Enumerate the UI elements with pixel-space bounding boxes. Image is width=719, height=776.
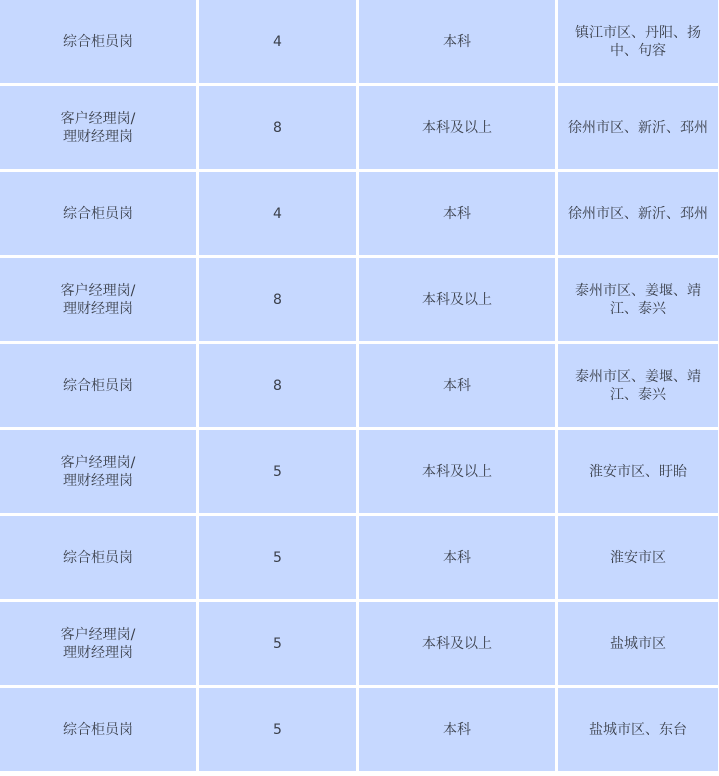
education-cell: 本科 xyxy=(359,0,555,83)
education-cell: 本科 xyxy=(359,688,555,771)
count-cell: 5 xyxy=(199,602,356,685)
education-cell: 本科 xyxy=(359,344,555,427)
area-cell: 盐城市区、东台 xyxy=(558,688,718,771)
count-cell: 8 xyxy=(199,86,356,169)
area-cell: 盐城市区 xyxy=(558,602,718,685)
education-cell: 本科及以上 xyxy=(359,602,555,685)
table-row xyxy=(0,688,719,771)
table-row xyxy=(0,86,719,169)
table-row xyxy=(0,344,719,427)
education-cell: 本科 xyxy=(359,516,555,599)
post-cell: 客户经理岗/ 理财经理岗 xyxy=(0,258,196,341)
post-cell: 综合柜员岗 xyxy=(0,344,196,427)
count-cell: 5 xyxy=(199,688,356,771)
education-cell: 本科及以上 xyxy=(359,258,555,341)
table-row xyxy=(0,516,719,599)
count-cell: 8 xyxy=(199,258,356,341)
table-row xyxy=(0,258,719,341)
area-cell: 淮安市区 xyxy=(558,516,718,599)
area-cell: 泰州市区、姜堰、靖江、泰兴 xyxy=(558,344,718,427)
count-cell: 4 xyxy=(199,0,356,83)
count-cell: 5 xyxy=(199,430,356,513)
post-cell: 综合柜员岗 xyxy=(0,172,196,255)
post-cell: 客户经理岗/ 理财经理岗 xyxy=(0,86,196,169)
area-cell: 镇江市区、丹阳、扬中、句容 xyxy=(558,0,718,83)
education-cell: 本科 xyxy=(359,172,555,255)
post-cell: 综合柜员岗 xyxy=(0,516,196,599)
table-row xyxy=(0,0,719,83)
table-row xyxy=(0,430,719,513)
table-row xyxy=(0,172,719,255)
area-cell: 徐州市区、新沂、邳州 xyxy=(558,86,718,169)
post-cell: 综合柜员岗 xyxy=(0,688,196,771)
count-cell: 5 xyxy=(199,516,356,599)
education-cell: 本科及以上 xyxy=(359,430,555,513)
post-cell: 客户经理岗/ 理财经理岗 xyxy=(0,430,196,513)
table-row xyxy=(0,602,719,685)
area-cell: 徐州市区、新沂、邳州 xyxy=(558,172,718,255)
count-cell: 8 xyxy=(199,344,356,427)
post-cell: 综合柜员岗 xyxy=(0,0,196,83)
count-cell: 4 xyxy=(199,172,356,255)
education-cell: 本科及以上 xyxy=(359,86,555,169)
area-cell: 淮安市区、盱眙 xyxy=(558,430,718,513)
post-cell: 客户经理岗/ 理财经理岗 xyxy=(0,602,196,685)
area-cell: 泰州市区、姜堰、靖江、泰兴 xyxy=(558,258,718,341)
